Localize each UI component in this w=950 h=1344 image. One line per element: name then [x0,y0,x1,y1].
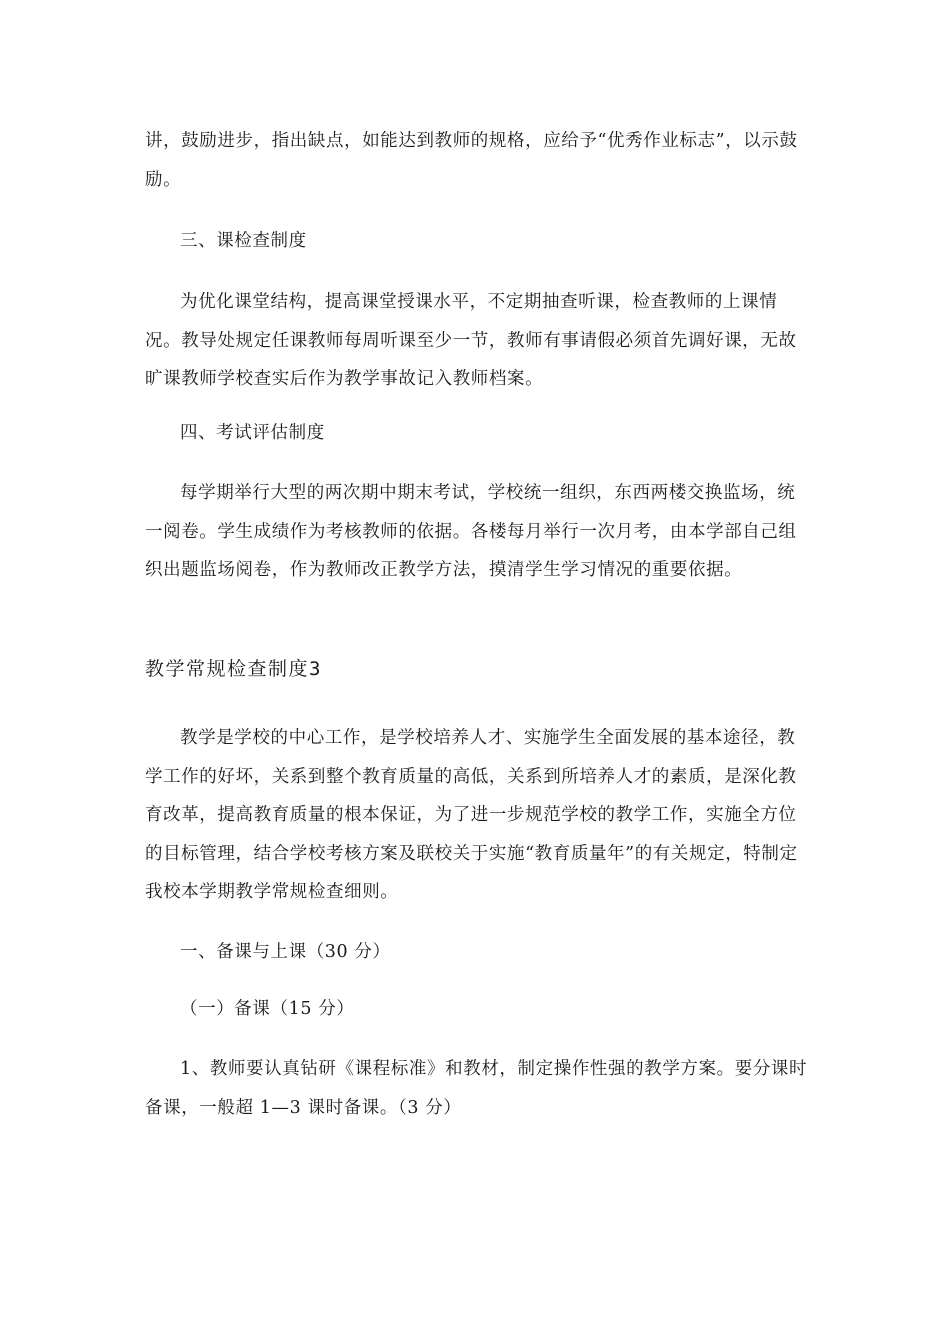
paragraph-intro: 教学是学校的中心工作，是学校培养人才、实施学生全面发展的基本途径，教学工作的好坏，关系到整个教育质量的高低，关系到所培养人才的素质，是深化教育改革，提高教育质量的根本保证，为了进一步规范学校的教学工作，实施全方位的目标管理，结合学校考核方案及联校关于实施“教育质量年”的有关规定，特制定我校本学期教学常规检查细则。 [145,728,798,902]
subpart-heading-prep: （一）备课（15 分） [180,999,355,1019]
paragraph-course-inspection: 为优化课堂结构，提高课堂授课水平，不定期抽查听课，检查教师的上课情况。教导处规定任课教师每周听课至少一节，教师有事请假必须首先调好课，无故旷课教师学校查实后作为教学事故记入教师档案。 [145,292,797,389]
part-heading-lesson-prep: 一、备课与上课（30 分） [180,942,391,962]
section-heading-course-inspection: 三、课检查制度 [180,231,307,251]
paragraph-continuation: 讲，鼓励进步，指出缺点，如能达到教师的规格，应给予“优秀作业标志”，以示鼓励。 [145,131,798,190]
document-title: 教学常规检查制度3 [145,658,322,680]
paragraph-exam-evaluation: 每学期举行大型的两次期中期末考试，学校统一组织，东西两楼交换监场，统一阅卷。学生成绩作为考核教师的依据。各楼每月举行一次月考，由本学部自己组织出题监场阅卷，作为教师改正教学方法，摸清学生学习情况的重要依据。 [145,483,797,580]
section-heading-exam-evaluation: 四、考试评估制度 [180,423,325,443]
paragraph-item-1: 1、教师要认真钻研《课程标准》和教材，制定操作性强的教学方案。要分课时备课，一般超 1—3 课时备课。（3 分） [145,1059,808,1118]
